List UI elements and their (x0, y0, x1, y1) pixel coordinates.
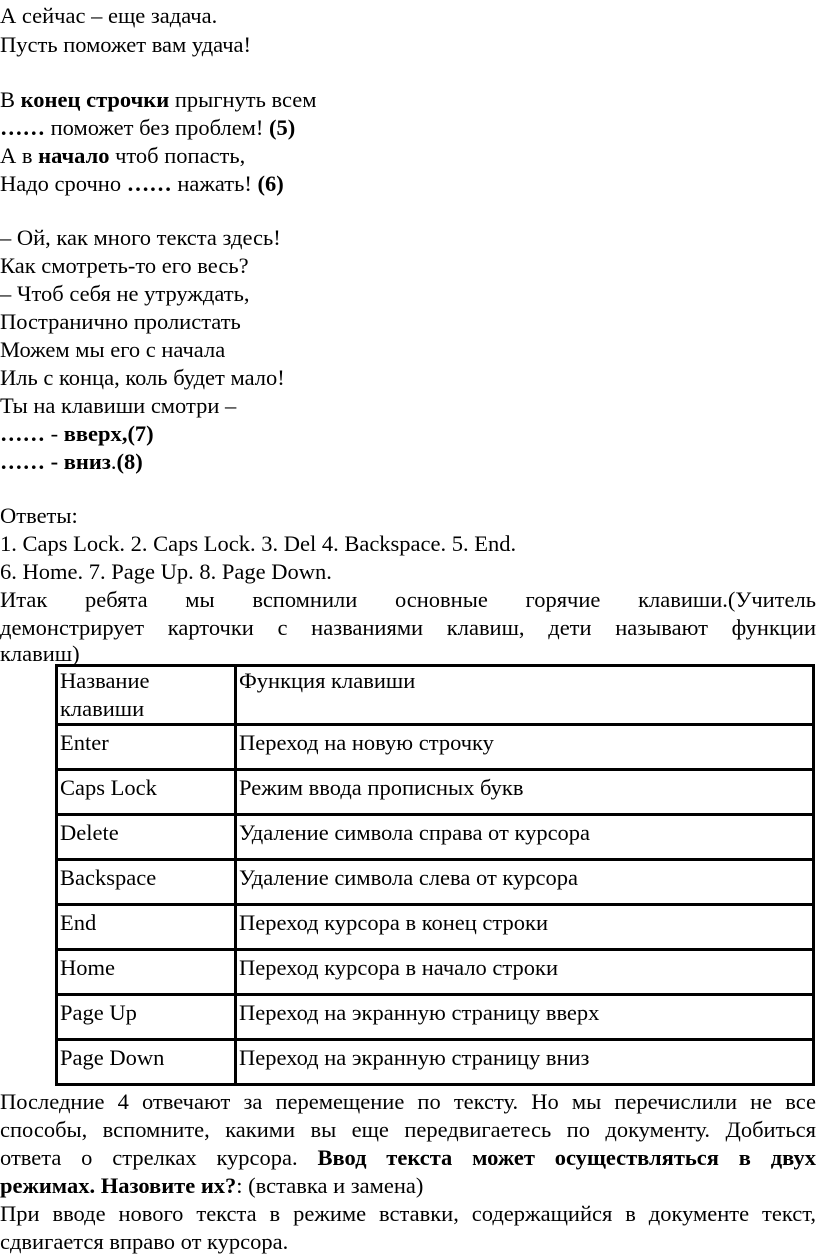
table-cell-function: Удаление символа справа от курсора (237, 816, 815, 861)
table-row (58, 906, 815, 951)
table-cell-function: Переход на экранную страницу вверх (237, 996, 815, 1041)
table-cell-key: End (58, 906, 237, 951)
table-cell-key: Backspace (58, 861, 237, 906)
poem-line: …… поможет без проблем! (5) (0, 115, 296, 140)
table-header-function: Функция клавиши (237, 667, 815, 726)
table-row (58, 816, 815, 861)
table-cell-function: Переход на экранную страницу вниз (237, 1041, 815, 1086)
table-row (58, 861, 815, 906)
table-cell-key: Page Down (58, 1041, 237, 1086)
table-cell-key: Home (58, 951, 237, 996)
poem-line: А в начало чтоб попасть, (0, 143, 246, 168)
table-header-name: Название клавиши (58, 667, 237, 726)
table-header-row (58, 667, 815, 726)
table-cell-function: Переход курсора в начало строки (237, 951, 815, 996)
keys-table (55, 664, 815, 1086)
table-cell-key: Caps Lock (58, 771, 237, 816)
intro-line: Итак ребята мы вспомнили основные горячие клавиши.(Учитель (0, 587, 816, 612)
table-cell-key: Enter (58, 726, 237, 771)
poem-line: – Чтоб себя не утруждать, (0, 281, 250, 306)
table-row (58, 726, 815, 771)
outro-line: Последние 4 отвечают за перемещение по тексту. Но мы перечислили не все (0, 1089, 816, 1114)
poem-line: Постранично пролистать (0, 309, 241, 334)
poem-line: Как смотреть-то его весь? (0, 253, 249, 278)
answers-heading: Ответы: (0, 503, 78, 528)
outro-line: способы, вспомните, какими вы еще передвигаетесь по документу. Добиться (0, 1117, 816, 1142)
poem-line: Пусть поможет вам удача! (0, 32, 252, 57)
table-cell-function: Режим ввода прописных букв (237, 771, 815, 816)
outro-line: сдвигается вправо от курсора. (0, 1229, 289, 1254)
answers-line: 6. Home. 7. Page Up. 8. Page Down. (0, 559, 332, 584)
table-row (58, 996, 815, 1041)
poem-line: – Ой, как много текста здесь! (0, 225, 281, 250)
table-row (58, 771, 815, 816)
intro-line: демонстрирует карточки с названиями клавиш, дети называют функции (0, 615, 816, 640)
table-cell-key: Page Up (58, 996, 237, 1041)
table-cell-function: Переход на новую строчку (237, 726, 815, 771)
answers-line: 1. Caps Lock. 2. Caps Lock. 3. Del 4. Backspace. 5. End. (0, 531, 517, 556)
poem-line: Ты на клавиши смотри – (0, 393, 237, 418)
table-row (58, 1041, 815, 1086)
poem-line: Можем мы его с начала (0, 337, 226, 362)
poem-line: Иль с конца, коль будет мало! (0, 365, 285, 390)
poem-line: А сейчас – еще задача. (0, 3, 218, 28)
table-row (58, 951, 815, 996)
poem-line: …… - вниз.(8) (0, 449, 143, 474)
poem-line: Надо срочно …… нажать! (6) (0, 171, 284, 196)
table-cell-key: Delete (58, 816, 237, 861)
poem-line: …… - вверх,(7) (0, 421, 154, 446)
table-cell-function: Переход курсора в конец строки (237, 906, 815, 951)
intro-line: клавиш) (0, 641, 80, 666)
outro-line: При вводе нового текста в режиме вставки, содержащийся в документе текст, (0, 1201, 816, 1226)
outro-line: режимах. Назовите их?: (вставка и замена) (0, 1173, 424, 1198)
outro-line: ответа о стрелках курсора. Ввод текста может осуществляться в двух (0, 1145, 816, 1170)
table-cell-function: Удаление символа слева от курсора (237, 861, 815, 906)
poem-line: В конец строчки прыгнуть всем (0, 87, 317, 112)
